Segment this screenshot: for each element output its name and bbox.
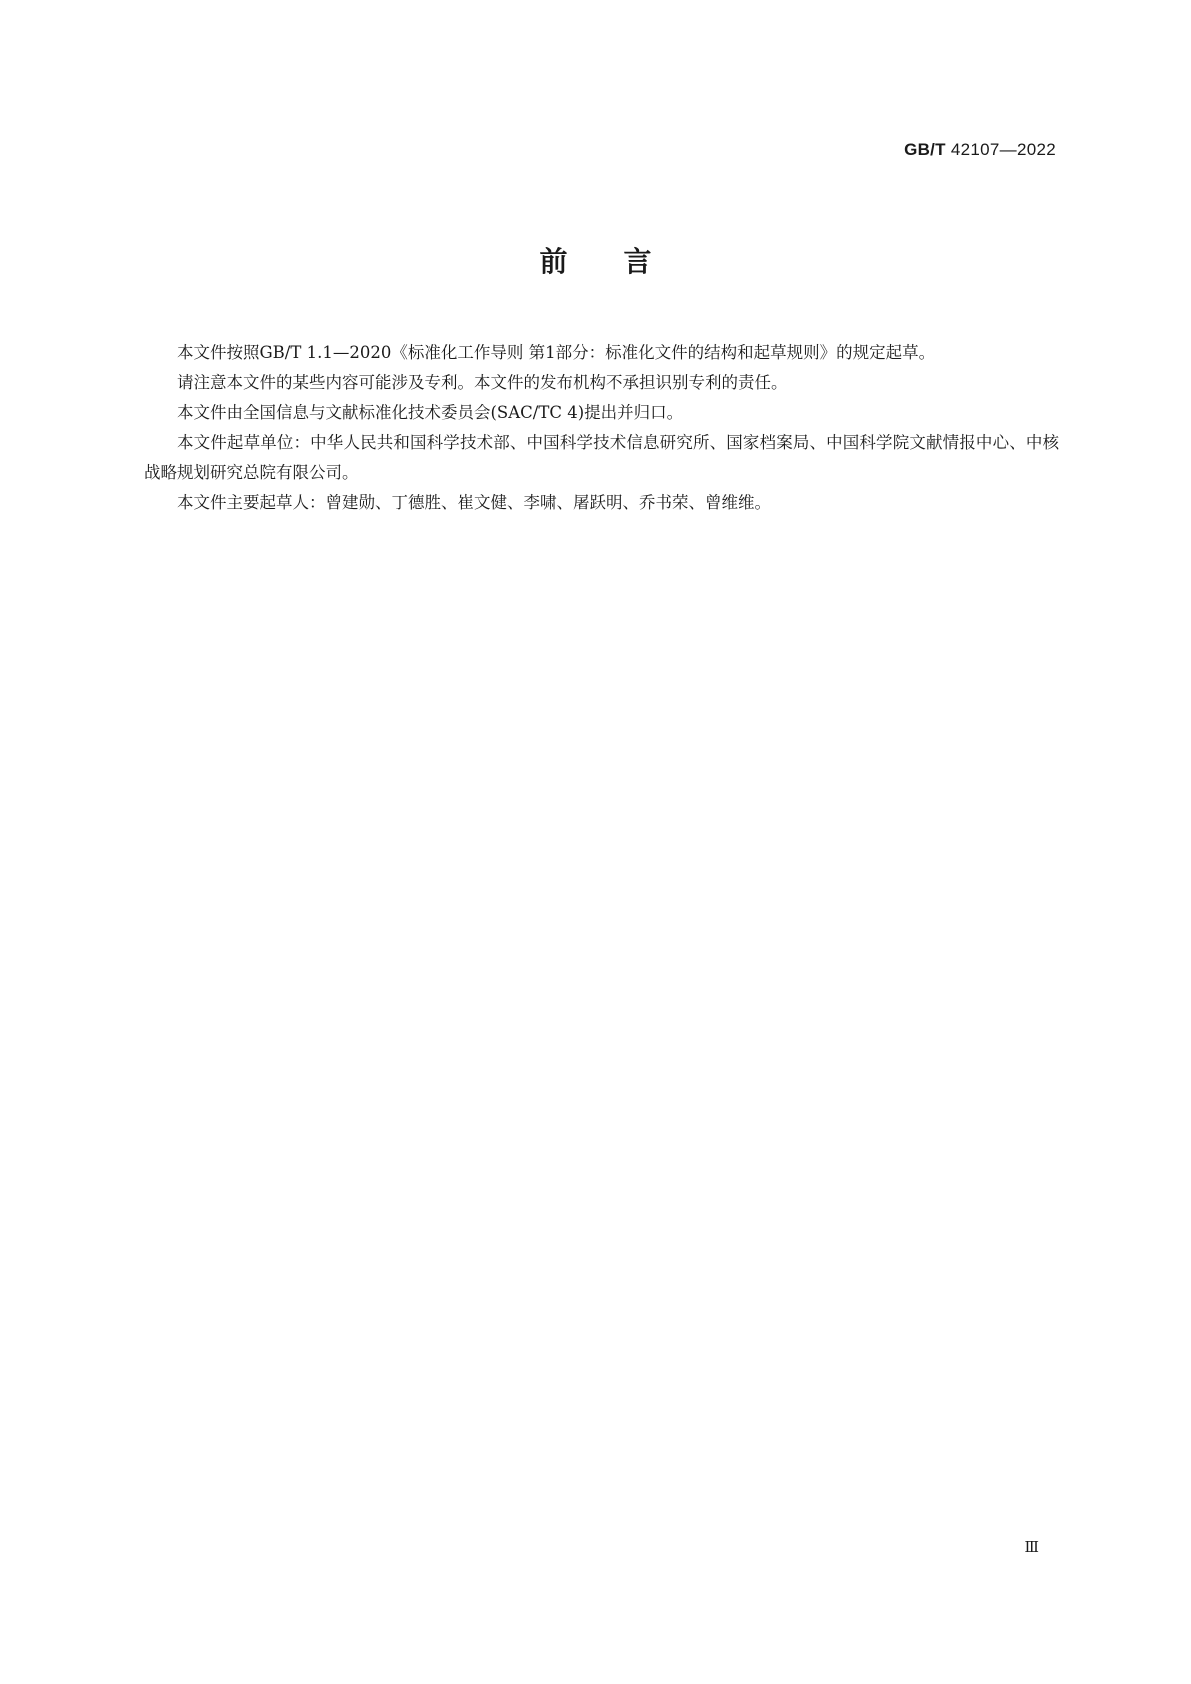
standard-number: 42107—2022 bbox=[950, 140, 1056, 159]
standard-code bbox=[904, 140, 1056, 160]
paragraph-drafting-rules: 本文件按照GB/T 1.1—2020《标准化工作导则 第1部分：标准化文件的结构和起草规则》的规定起草。 bbox=[177, 343, 936, 362]
page-title: 前言 bbox=[539, 245, 708, 278]
standard-prefix: GB/T bbox=[904, 140, 946, 159]
paragraph-patent-notice: 请注意本文件的某些内容可能涉及专利。本文件的发布机构不承担识别专利的责任。 bbox=[177, 373, 788, 392]
paragraph-drafting-units: 本文件起草单位：中华人民共和国科学技术部、中国科学技术信息研究所、国家档案局、中国科学院文献情报中心、中核战略规划研究总院有限公司。 bbox=[144, 433, 1059, 482]
paragraph-drafters: 本文件主要起草人：曾建勋、丁德胜、崔文健、李啸、屠跃明、乔书荣、曾维维。 bbox=[177, 493, 771, 512]
page-number: Ⅲ bbox=[1024, 1538, 1039, 1556]
preface-body bbox=[144, 338, 1059, 518]
paragraph-proposer: 本文件由全国信息与文献标准化技术委员会(SAC/TC 4)提出并归口。 bbox=[177, 403, 684, 422]
